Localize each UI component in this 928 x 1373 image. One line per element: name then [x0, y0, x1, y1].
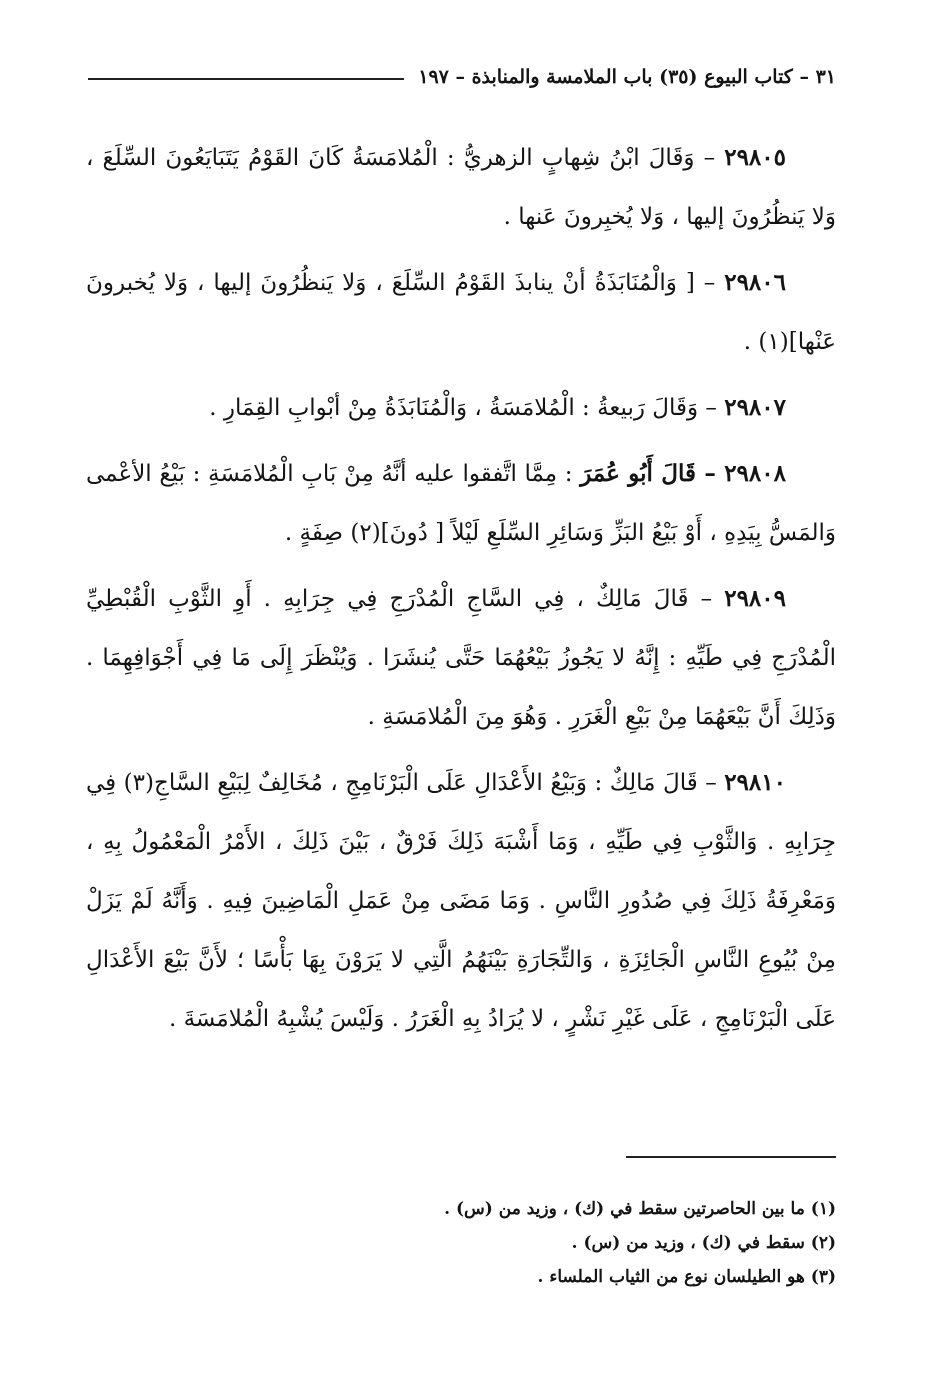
paragraph-text: : مِمَّا اتَّفقوا عليه أنَّهُ مِنْ بَابِ الْمُلامَسَةِ : بَيْعُ الأعْمى وَالمَسُّ بِيَدِهِ ، أَوْ بَيْعُ البَزِّ وَسَائِرِ السِّلَعِ لَيْلاً [ دُونَ](٢) صِفَةٍ . — [86, 461, 836, 546]
paragraph-number: ٢٩٨٠٧ — [724, 394, 786, 421]
paragraph — [86, 444, 836, 563]
paragraph-number: ٢٩٨١٠ — [724, 769, 786, 796]
paragraph — [86, 253, 836, 372]
speaker-name: – قَالَ أَبُو عُمَرَ — [580, 460, 725, 487]
main-text — [86, 128, 836, 1055]
header-title: ٣١ – كتاب البيوع (٣٥) باب الملامسة والمنابذة – ١٩٧ — [418, 66, 836, 88]
running-header — [88, 62, 836, 92]
paragraph-number: ٢٩٨٠٩ — [724, 585, 786, 612]
paragraph — [86, 753, 836, 1049]
footnotes — [86, 1192, 836, 1294]
paragraph-number: ٢٩٨٠٦ — [724, 269, 786, 296]
header-rule — [88, 78, 404, 80]
paragraph-number: ٢٩٨٠٥ — [724, 144, 786, 171]
paragraph-text: – قَالَ مَالِكٌ ، فِي السَّاجِ الْمُدْرَجِ فِي جِرَابِهِ . أَوِ الثَّوْبِ الْقُبْطِيِّ الْمُدْرَجِ فِي طَيِّهِ : إِنَّهُ لا يَجُوزُ بَيْعُهُمَا حَتَّى يُنشَرَا . وَيُنْظَرَ إِلَى مَا فِي أَجْوَافِهِمَا . وَذَلِكَ أَنَّ بَيْعَهُمَا مِنْ بَيْعِ الْغَرَرِ . وَهُوَ مِنَ الْمُلامَسَةِ . — [86, 586, 836, 730]
paragraph-text: – وَقَالَ ابْنُ شِهابٍ الزهريُّ : الْمُلامَسَةُ كَانَ القَوْمُ يَتَبَايَعُونَ السِّلَعَ ، وَلا يَنظُرُونَ إليها ، وَلا يُخبِرونَ عَنها . — [86, 145, 836, 230]
footnote: (١) ما بين الحاصرتين سقط في (ك) ، وزيد من (س) . — [444, 1199, 836, 1219]
paragraph — [86, 569, 836, 747]
paragraph-number: ٢٩٨٠٨ — [724, 460, 786, 487]
footnote-divider — [626, 1156, 836, 1158]
paragraph-text: – قَالَ مَالِكٌ : وَبَيْعُ الأَعْدَالِ عَلَى الْبَرْنَامِجِ ، مُخَالِفٌ لِبَيْعِ السَّاجِ(٣) فِي جِرَابِهِ . وَالثَّوْبِ فِي طَيِّهِ ، وَمَا أَشْبَهَ ذَلِكَ فَرْقٌ ، بَيْنَ ذَلِكَ ، الأَمْرُ الْمَعْمُولُ بِهِ ، وَمَعْرِفَةُ ذَلِكَ فِي صُدُورِ النَّاسِ . وَمَا مَضَى مِنْ عَمَلِ الْمَاضِينَ فِيهِ . وَأَنَّهُ لَمْ يَزَلْ مِنْ بُيُوعِ النَّاسِ الْجَائِزَةِ ، وَالتِّجَارَةِ بَيْنَهُمُ الَّتِي لا يَرَوْنَ بِهَا بَأْسًا ؛ لأَنَّ بَيْعَ الأَعْدَالِ عَلَى الْبَرْنَامِجِ ، عَلَى غَيْرِ نَشْرٍ ، لا يُرَادُ بِهِ الْغَرَرُ . وَلَيْسَ يُشْبِهُ الْمُلامَسَةَ . — [86, 770, 836, 1032]
paragraph-text: – [ وَالْمُنَابَذَةُ أنْ ينابذَ القَوْمُ السِّلَعَ ، وَلا يَنظُرُونَ إليها ، وَلا يُخبرونَ عَنْها](١) . — [86, 270, 836, 355]
footnote: (٣) هو الطيلسان نوع من الثياب الملساء . — [537, 1267, 836, 1287]
paragraph — [86, 378, 836, 438]
footnote: (٢) سقط في (ك) ، وزيد من (س) . — [571, 1233, 836, 1253]
paragraph — [86, 128, 836, 247]
paragraph-text: – وَقَالَ رَبيعةُ : الْمُلامَسَةُ ، وَالْمُنَابَذَةُ مِنْ أبْوابِ القِمَارِ . — [209, 395, 725, 421]
